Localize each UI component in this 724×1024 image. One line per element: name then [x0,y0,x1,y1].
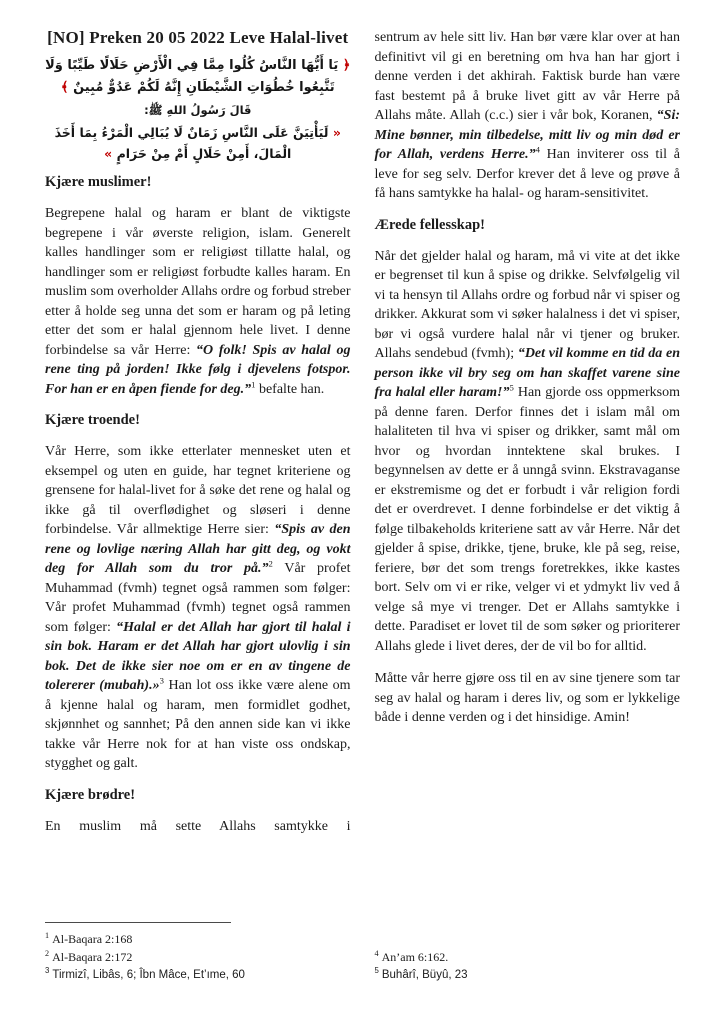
footnote-marker: 5 [374,966,379,976]
hadith-arabic [45,122,351,164]
footnote-text: Al-Baqara 2:172 [52,950,133,964]
footnote-separator [45,922,231,923]
footnote-text: Al-Baqara 2:168 [52,932,133,946]
footnotes-right [375,944,681,984]
paragraph: En muslim må sette Allahs samtykke i [45,818,351,834]
left-column [45,28,351,984]
footnote [375,948,681,966]
footnotes-left [45,918,351,984]
page-title: [NO] Preken 20 05 2022 Leve Halal-livet [47,28,349,47]
heading-aerede-fellesskap: Ærede fellesskap! [374,216,485,233]
paragraph: Når det gjelder halal og haram, må vi vite at det ikke er begrenset til kun å spise og drikke. Selvfølgelig vil vi ta hensyn til Allahs ordre og forbud når vi spiser og drikker. Akkurat som vi søker halalness i det vi spiser, bør vi også vurdere halal når vi tjener og bruker. Allahs sendebud (fvmh); “Det vil komme en tid da en person ikke vil bry seg om han skaffet varene sine fra halal eller haram!”$^5$ Han gjorde oss oppmerksom på denne faren. Derfor finnes det i islam mål om halaliteten til hva vi spiser og drikker, samt mål om hvor og hvordan inntektene skal brukes. I begynnelsen av dette er å unngå svinn. Ekstravaganse er ekstremisme og det er forbudt i vår religion fordi det er overdrevet. I denne forbindelse er det viktig å følge tilbakeholds kriteriene satt av vår Herre. Når det gjelder å spise, drikke, tjene, bruke, kle på seg, reise, feriere, bør det som trengs foretrekkes, ikke kastes bort. Selv om vi er rike, velger vi et ydmykt liv ved å velge så mye vi trenger. Det er Allahs samtykke i dette. Paradiset er lovet til de som søker og prioriterer Allahs glede i livet deres, der de vil bo for alltid. [374,248,681,654]
ornate-close-bracket: ﴾ [60,80,69,95]
footnote-marker: 4 [374,949,379,958]
guillemet-close: » [104,146,113,161]
heading-kjaere-brodre: Kjære brødre! [45,786,136,803]
ornate-open-bracket: ﴿ [342,58,351,73]
footnote-marker: 1 [45,931,50,940]
footnote [375,966,681,984]
footnote-text: Buhârî, Büyû, 23 [381,969,468,981]
footnote [45,966,351,984]
footnote [45,930,351,948]
hadith-text: لَيَأْتِيَنَّ عَلَى النَّاسِ زَمَانٌ لَا يُبَالِي الْمَرْءُ بِمَا أَخَذَ الْمَالَ، أَمِنْ حَلَالٍ أَمْ مِنْ حَرَامٍ [54,125,329,161]
guillemet-open: « [332,125,341,140]
footnote [45,948,351,966]
paragraph: sentrum av hele sitt liv. Han bør være klar over at han definitivt vil gi en beretning om hva han har gjort i denne verden i det akhirah. Faktisk burde han være fast bestemt på å bruke livet gitt av vår Herre på Allahs måte. Allah (c.c.) sier i vår bok, Koranen, “Si: Mine bønner, min tilbedelse, mitt liv og min død er for Allah, verdens Herre.”$^4$ Han inviterer oss til å leve for seg selv. Derfor krever det å leve og prøve å få hans samtykke ha halal- og haram-sensitivitet. [374,30,680,201]
footnote-marker: 3 [45,966,50,976]
right-column [375,28,681,984]
paragraph: Måtte vår herre gjøre oss til en av sine tjenere som tar seg av halal og haram i deres liv, og som er lykkelige både i denne verden og i det hinsidige. Amin! [374,671,680,725]
heading-kjaere-troende: Kjære troende! [45,412,140,428]
footnote-text: Tirmizî, Libâs, 6; Îbn Mâce, Et’ıme, 60 [52,969,245,981]
paragraph: Begrepene halal og haram er blant de viktigste begrepene i vår øverste religion, islam. Generelt kalles handlinger som er religiøst tillatte halal, og handlinger som er religiøst forbudte kalles haram. En muslim som overholder Allahs ordre og forbud streber etter å holde seg unna det som er haram og på leting etter det som er halal gjennom hele livet. I denne forbindelse sa vår Herre: “O folk! Spis av halal og rene ting på jorden! Ikke følg i djevelens fotspor. For han er en åpen fiende for deg.”$^1$ befalte han. [45,206,351,397]
hadith-narrator-line: قَالَ رَسُولُ اللهِ ﷺ: [144,103,252,117]
footnote-text: An’am 6:162. [381,950,449,964]
heading-kjaere-muslimer: Kjære muslimer! [45,174,152,190]
paragraph: Vår Herre, som ikke etterlater mennesket uten et eksempel og uten en guide, har tegnet kriteriene og grensene for halal-livet for å søke det rene og halal og ikke gå til overflødighet og sløseri i denne forbindelse. Vår allmektige Herre sier: “Spis av den rene og lovlige næring Allah har gitt deg, og vokt deg for Allah som du tror på.”$^2$ Vår profet Muhammad (fvmh) tegnet også rammen som følger: Vår profet Muhammad (fvmh) tegnet også rammen som følger: “Halal er det Allah har gjort til halal i sin bok. Haram er det Allah har gjort ulovlig i sin bok. Det de ikke sier noe om er en av tingene de tolererer (mubah).»$^3$ Han lot oss ikke være alene om å kjenne halal og haram, men formidlet godhet, skjønnhet og sannhet; På den annen side kan vi ikke takke vår Herre nok for at han viste oss ondskap, stygghet og galt. [45,444,351,771]
quran-verse-arabic [45,55,351,99]
footnote-marker: 2 [45,949,50,958]
quran-verse-text: يَا أَيُّهَا النَّاسُ كُلُوا مِمَّا فِي الْأَرْضِ حَلَالًا طَيِّبًا وَلَا تَتَّبِعُوا خُطُوَاتِ الشَّيْطَانِ إِنَّهُ لَكُمْ عَدُوٌّ مُبِينٌ [45,58,339,95]
